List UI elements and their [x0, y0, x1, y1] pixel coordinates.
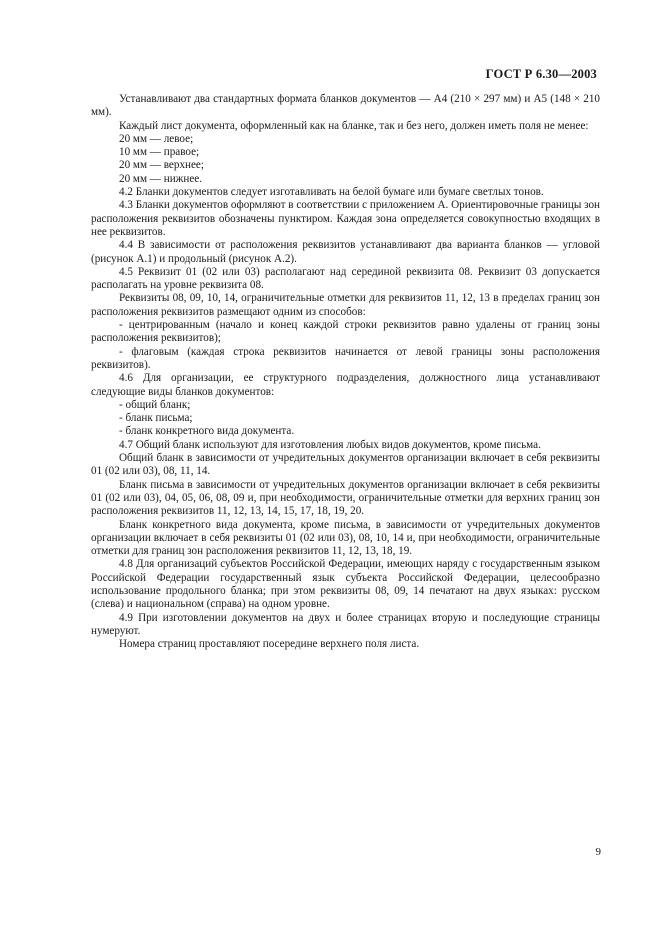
- paragraph: 20 мм — левое;: [119, 132, 194, 145]
- paragraph: 4.5 Реквизит 01 (02 или 03) располагают над серединой реквизита 08. Реквизит 03 допускается располагать на уровне реквизита 08.: [91, 265, 600, 292]
- paragraph: 4.2 Бланки документов следует изготавливать на белой бумаге или бумаге светлых тонов.: [119, 186, 544, 199]
- paragraph: Общий бланк в зависимости от учредительных документов организации включает в себя реквизиты 01 (02 или 03), 08, 11, 14.: [91, 452, 600, 478]
- paragraph: 4.9 При изготовлении документов на двух и более страницах вторую и последующие страницы нумеруют.: [91, 611, 600, 637]
- list-item: - бланк конкретного вида документа.: [119, 425, 295, 438]
- page-number: 9: [595, 846, 601, 858]
- paragraph: 20 мм — нижнее.: [119, 172, 202, 185]
- list-item: - центрированным (начало и конец каждой строки реквизитов равно удалены от границ зоны расположения реквизитов);: [91, 319, 600, 345]
- paragraph: 4.7 Общий бланк используют для изготовления любых видов документов, кроме письма.: [119, 438, 541, 451]
- paragraph: 10 мм — правое;: [119, 146, 200, 159]
- paragraph: 4.3 Бланки документов оформляют в соответствии с приложением А. Ориентировочные границы зон расположения реквизитов обозначены пунктиром. Каждая зона определяется совокупностью входящих в нее реквизитов.: [91, 199, 600, 238]
- paragraph: 20 мм — верхнее;: [119, 159, 204, 172]
- paragraph: 4.8 Для организаций субъектов Российской Федерации, имеющих наряду с государственным языком Российской Федерации государственный язык субъекта Российской Федерации, целесообразно использование продольного бланка; при этом реквизиты 08, 09, 14 печатают на двух языках: русском (слева) и национальном (справа) на одном уровне.: [91, 558, 600, 611]
- paragraph: Номера страниц проставляют посередине верхнего поля листа.: [119, 638, 420, 651]
- doc-code-header: ГОСТ Р 6.30—2003: [485, 67, 597, 81]
- list-item: - общий бланк;: [119, 398, 191, 411]
- list-item: - бланк письма;: [119, 412, 193, 425]
- paragraph: Устанавливают два стандартных формата бланков документов — А4 (210 × 297 мм) и А5 (148 × 210 мм).: [91, 93, 600, 119]
- paragraph: Каждый лист документа, оформленный как на бланке, так и без него, должен иметь поля не менее:: [119, 119, 589, 132]
- document-body: [91, 93, 600, 651]
- paragraph: 4.6 Для организации, ее структурного подразделения, должностного лица устанавливают следующие виды бланков документов:: [91, 372, 600, 398]
- list-item: - флаговым (каждая строка реквизитов начинается от левой границы зоны расположения реквизитов).: [91, 345, 600, 371]
- paragraph: Бланк конкретного вида документа, кроме письма, в зависимости от учредительных документов организации включает в себя реквизиты 01 (02 или 03), 08, 10, 14 и, при необходимости, ограничительные отметки для границ зон расположения реквизитов 11, 12, 13, 18, 19.: [91, 518, 600, 558]
- paragraph: Бланк письма в зависимости от учредительных документов организации включает в себя реквизиты 01 (02 или 03), 04, 05, 06, 08, 09 и, при необходимости, ограничительные отметки для верхних границ зон расположения реквизитов 11, 12, 13, 14, 15, 17, 18, 19, 20.: [91, 478, 600, 518]
- paragraph: Реквизиты 08, 09, 10, 14, ограничительные отметки для реквизитов 11, 12, 13 в пределах границ зон расположения реквизитов размещают одним из способов:: [91, 292, 600, 318]
- paragraph: 4.4 В зависимости от расположения реквизитов устанавливают два варианта бланков — угловой (рисунок А.1) и продольный (рисунок А.2).: [91, 239, 600, 265]
